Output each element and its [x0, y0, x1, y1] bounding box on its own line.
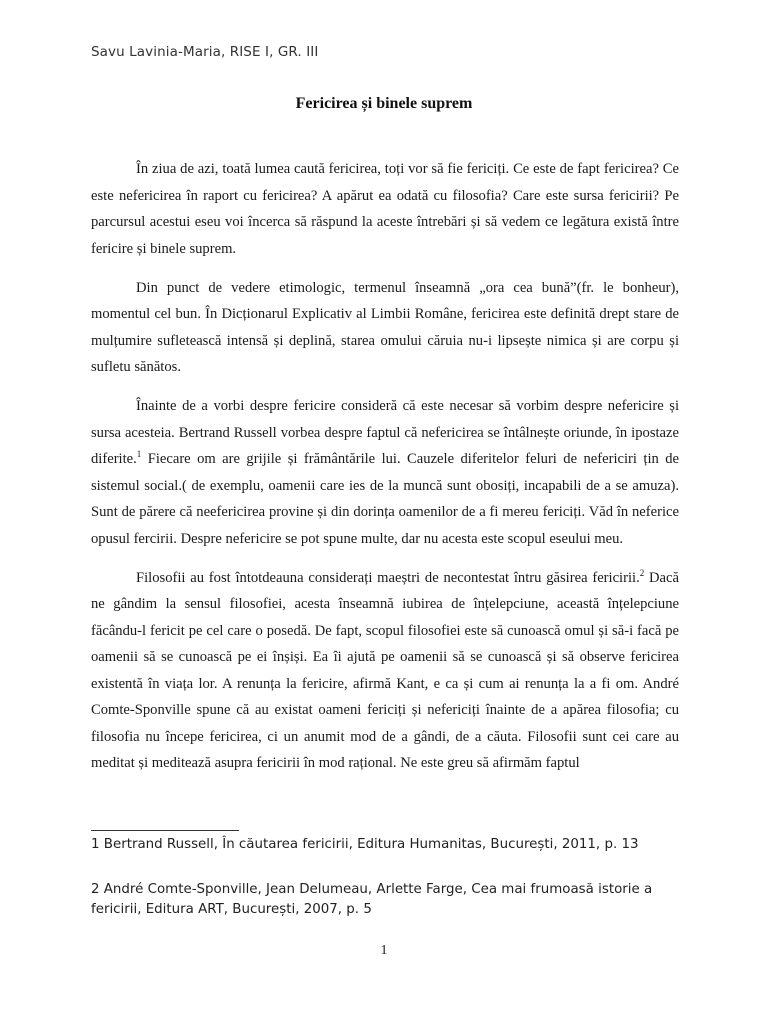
paragraph-2: Din punct de vedere etimologic, termenul înseamnă „ora cea bună”(fr. le bonheur), momentul cel bun. În Dicționarul Explicativ al Limbii Române, fericirea este definită drept stare de mulțumire sufletească intensă și deplină, starea omului căruia nu-i lipsește nimica și are corpu și sufletu sănătos.: [91, 279, 679, 375]
footnote-1: 1 Bertrand Russell, În căutarea fericirii, Editura Humanitas, București, 2011, p. 13: [91, 837, 639, 852]
footnote-2: 2 André Comte-Sponville, Jean Delumeau, Arlette Farge, Cea mai frumoasă istorie a fericirii, Editura ART, București, 2007, p. 5: [91, 882, 653, 917]
paragraph-3-text-a: Înainte de a vorbi despre fericire consideră că este necesar să vorbim despre nefericire și sursa acesteia. Bertrand Russell vorbea despre faptul că nefericirea se întâlnește oriunde, în ipostaze diferite.: [91, 398, 679, 467]
footnote-ref-1[interactable]: 1: [136, 449, 142, 460]
paragraph-1: În ziua de azi, toată lumea caută fericirea, toți vor să fie fericiți. Ce este de fapt fericirea? Ce este nefericirea în raport cu fericirea? A apărut ea odată cu filosofia? Care este sursa fericirii? Pe parcursul acestui eseu voi încerca să răspund la aceste întrebări și să vedem ce legătura există între fericire și binele suprem.: [91, 161, 679, 257]
paragraph-3-text-b: Fiecare om are grijile și frământările lui. Cauzele diferitelor feluri de nefericiri țin de sistemul social.( de exemplu, oamenii care ies de la muncă sunt obosiți, incapabili de a se amuza). Sunt de părere că neefericirea provine și din dorința oamenilor de a fi mereu fericiți. Văd în neferice opusul fercirii. Despre nefericire se pot spune multe, dar nu acesta este scopul eseului meu.: [91, 451, 679, 547]
page-number: 1: [380, 943, 388, 958]
footnote-separator: [91, 830, 239, 831]
paragraph-4-text-a: Filosofii au fost întotdeauna considerați maeștri de necontestat întru găsirea fericirii.: [136, 569, 640, 586]
paragraph-3: [91, 393, 679, 552]
paragraph-4-text-b: Dacă ne gândim la sensul filosofiei, acesta înseamnă iubirea de înțelepciune, această înțelepciune făcându-l fericit pe cel care o posedă. De fapt, scopul filosofiei este să cunoască omul și să-i facă pe oamenii să se cunoască pe ei înșiși. Ea îi ajută pe oamenii să se cunoască și să observe fericirea existentă în viața lor. A renunța la fericire, afirmă Kant, e ca și cum ai renunța la a fi om. André Comte-Sponville spune că au existat oameni fericiți și nefericiți înainte de a apărea filosofia; cu filosofia nu începe fericirea, ci un anumit mod de a gândi, de a căuta. Filosofii sunt cei care au meditat și meditează asupra fericirii în mod rațional. Ne este greu să afirmăm faptul: [91, 569, 679, 771]
document-body: [91, 156, 679, 789]
author-header: Savu Lavinia-Maria, RISE I, GR. III: [91, 44, 319, 60]
document-title: Fericirea și binele suprem: [295, 95, 473, 112]
footnote-ref-2[interactable]: 2: [639, 567, 645, 578]
paragraph-4: [91, 565, 679, 777]
